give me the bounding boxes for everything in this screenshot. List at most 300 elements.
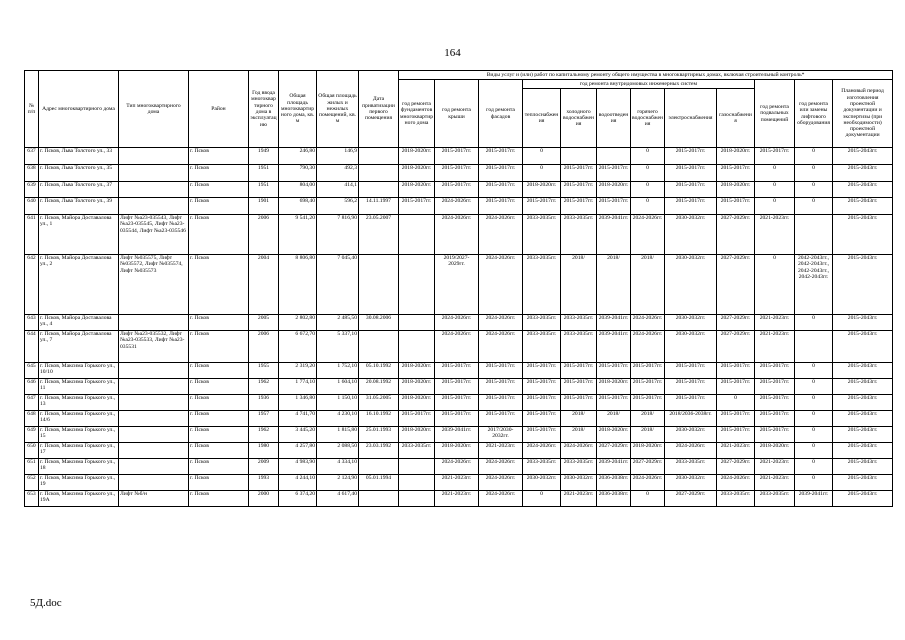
row-foundation <box>399 491 435 507</box>
row-type: Лифт №б/н <box>119 491 189 507</box>
row-year: 2000 <box>249 491 279 507</box>
row-living-area: 4 230,10 <box>317 411 359 427</box>
row-number: 637 <box>25 148 39 165</box>
row-privatization: 23.05.2007 <box>359 215 399 255</box>
header-roof: год ремонта крыши <box>435 80 479 148</box>
row-roof: 2019/2027-2029гг. <box>435 255 479 315</box>
row-cold-water: 2018/ <box>561 255 597 315</box>
header-type: Тип многоквартирного дома <box>119 71 189 148</box>
row-number: 639 <box>25 182 39 198</box>
row-gas: 2024-2026гг. <box>717 475 755 491</box>
row-district: г. Псков <box>189 363 249 379</box>
row-district: г. Псков <box>189 475 249 491</box>
header-year: Год ввода многоквартирного дома в эксплуатацию <box>249 71 279 148</box>
row-cold-water: 2024-2026гг. <box>561 443 597 459</box>
row-hot-water: 0 <box>631 165 665 182</box>
row-number: 649 <box>25 427 39 443</box>
row-hot-water: 2024-2026гг. <box>631 215 665 255</box>
row-address: г. Псков, Льва Толстого ул., 35 <box>39 165 119 182</box>
row-hot-water: 2018-2020гг. <box>631 443 665 459</box>
row-elevator: 0 <box>795 363 833 379</box>
row-cold-water <box>561 148 597 165</box>
row-number: 644 <box>25 331 39 363</box>
row-address: г. Псков, Максима Горького ул., 11 <box>39 379 119 395</box>
row-elevator: 0 <box>795 459 833 475</box>
row-facade: 2024-2026гг. <box>479 491 523 507</box>
row-number: 653 <box>25 491 39 507</box>
row-living-area: 1 150,10 <box>317 395 359 411</box>
row-type <box>119 148 189 165</box>
row-total-area: 8 806,80 <box>279 255 317 315</box>
row-address: г. Псков, Майора Доставалова ул., 4 <box>39 315 119 331</box>
row-basement: 2021-2023гг. <box>755 215 795 255</box>
row-planned: 2015-2043гг. <box>833 198 893 215</box>
row-heat: 2033-2035гг. <box>523 331 561 363</box>
header-num: № п/п <box>25 71 39 148</box>
row-total-area: 790,30 <box>279 165 317 182</box>
row-electric: 2030-2032гг. <box>665 331 717 363</box>
row-planned: 2015-2043гг. <box>833 165 893 182</box>
row-sewer: 2039-2041гг. <box>597 215 631 255</box>
row-facade: 2017/2030-2032гг. <box>479 427 523 443</box>
row-heat: 2033-2035гг. <box>523 315 561 331</box>
row-roof: 2024-2026гг. <box>435 198 479 215</box>
row-type <box>119 363 189 379</box>
row-total-area: 6 374,20 <box>279 491 317 507</box>
row-basement: 0 <box>755 182 795 198</box>
row-electric: 2015-2017гг. <box>665 182 717 198</box>
row-facade: 2024-2026гг. <box>479 215 523 255</box>
header-sewer: водоотведения <box>597 89 631 148</box>
row-year: 2004 <box>249 255 279 315</box>
row-living-area: 5 337,10 <box>317 331 359 363</box>
row-elevator: 0 <box>795 427 833 443</box>
row-privatization <box>359 182 399 198</box>
row-district: г. Псков <box>189 491 249 507</box>
header-networks: год ремонта внутридомовых инженерных систем <box>523 80 755 89</box>
row-address: г. Псков, Максима Горького ул., 14/6 <box>39 411 119 427</box>
footer-filename: 5Д.doc <box>30 597 62 609</box>
row-foundation: 2018-2020гг. <box>399 165 435 182</box>
row-planned: 2015-2043гг. <box>833 255 893 315</box>
row-number: 642 <box>25 255 39 315</box>
row-district: г. Псков <box>189 379 249 395</box>
row-planned: 2015-2043гг. <box>833 379 893 395</box>
row-sewer: 2018-2020гг. <box>597 427 631 443</box>
row-foundation: 2018-2020гг. <box>399 182 435 198</box>
row-district: г. Псков <box>189 331 249 363</box>
row-elevator: 0 <box>795 315 833 331</box>
header-group: Виды услуг и (или) работ по капитальному ремонту общего имущества в многоквартирных домах, включая строительный контроль* <box>399 71 893 80</box>
row-hot-water: 0 <box>631 148 665 165</box>
row-total-area: 698,40 <box>279 198 317 215</box>
row-living-area: 146,9 <box>317 148 359 165</box>
row-type <box>119 315 189 331</box>
row-heat: 0 <box>523 165 561 182</box>
row-roof: 2021-2023гг. <box>435 491 479 507</box>
table-row <box>25 255 893 315</box>
row-planned: 2015-2043гг. <box>833 215 893 255</box>
row-roof: 2021-2023гг. <box>435 475 479 491</box>
row-foundation <box>399 255 435 315</box>
row-type: Лифт №035575, Лифт №035572, Лифт №035574, Лифт №035573 <box>119 255 189 315</box>
row-planned: 2015-2043гг. <box>833 148 893 165</box>
row-living-area: 7 045,40 <box>317 255 359 315</box>
row-address: г. Псков, Максима Горького ул., 18 <box>39 459 119 475</box>
row-elevator: 0 <box>795 411 833 427</box>
row-cold-water: 2021-2023гг. <box>561 491 597 507</box>
row-address: г. Псков, Максима Горького ул., 19 <box>39 475 119 491</box>
header-cold-water: холодного водоснабжения <box>561 89 597 148</box>
row-number: 651 <box>25 459 39 475</box>
row-privatization <box>359 148 399 165</box>
row-facade: 2024-2026гг. <box>479 255 523 315</box>
row-basement: 2015-2017гг. <box>755 411 795 427</box>
header-basement: год ремонта подвальных помещений <box>755 80 795 148</box>
row-living-area: 7 816,90 <box>317 215 359 255</box>
row-district: г. Псков <box>189 198 249 215</box>
row-planned: 2015-2043гг. <box>833 443 893 459</box>
row-sewer: 2018/ <box>597 255 631 315</box>
row-address: г. Псков, Майора Доставалова ул., 1 <box>39 215 119 255</box>
table-row <box>25 395 893 411</box>
row-sewer: 2018/ <box>597 411 631 427</box>
row-elevator: 0 <box>795 443 833 459</box>
row-total-area: 4 741,70 <box>279 411 317 427</box>
row-district: г. Псков <box>189 443 249 459</box>
row-electric: 2030-2032гг. <box>665 215 717 255</box>
row-number: 652 <box>25 475 39 491</box>
row-privatization: 16.10.1992 <box>359 411 399 427</box>
row-district: г. Псков <box>189 215 249 255</box>
row-elevator: 2039-2041гг. <box>795 491 833 507</box>
row-roof: 2015-2017гг. <box>435 363 479 379</box>
row-heat: 2018-2020гг. <box>523 182 561 198</box>
row-electric: 2015-2017гг. <box>665 148 717 165</box>
row-address: г. Псков, Максима Горького ул., 19А <box>39 491 119 507</box>
table-row <box>25 315 893 331</box>
row-sewer: 2036-2038гг. <box>597 475 631 491</box>
row-living-area: 4 334,10 <box>317 459 359 475</box>
row-facade: 2015-2017гг. <box>479 165 523 182</box>
row-elevator: 0 <box>795 379 833 395</box>
row-year: 1962 <box>249 379 279 395</box>
row-address: г. Псков, Льва Толстого ул., 39 <box>39 198 119 215</box>
row-elevator: 0 <box>795 165 833 182</box>
row-sewer: 2018-2020гг. <box>597 182 631 198</box>
row-total-area: 1 774,10 <box>279 379 317 395</box>
row-hot-water: 0 <box>631 198 665 215</box>
row-basement: 2021-2023гг. <box>755 331 795 363</box>
row-living-area: 1 752,10 <box>317 363 359 379</box>
row-year: 1980 <box>249 443 279 459</box>
row-facade: 2015-2017гг. <box>479 363 523 379</box>
table-row <box>25 148 893 165</box>
row-hot-water: 0 <box>631 182 665 198</box>
row-cold-water: 2033-2035гг. <box>561 315 597 331</box>
row-sewer: 2039-2041гг. <box>597 315 631 331</box>
row-electric: 2033-2035гг. <box>665 459 717 475</box>
row-gas: 2027-2029гг. <box>717 459 755 475</box>
row-basement: 2033-2035гг. <box>755 491 795 507</box>
row-year: 1936 <box>249 395 279 411</box>
row-type <box>119 198 189 215</box>
row-total-area: 804,00 <box>279 182 317 198</box>
row-living-area: 492,3 <box>317 165 359 182</box>
row-total-area: 2 802,80 <box>279 315 317 331</box>
row-heat: 2015-2017гг. <box>523 363 561 379</box>
header-privatization: Дата приватизации первого помещения <box>359 71 399 148</box>
row-sewer: 2015-2017гг. <box>597 395 631 411</box>
row-heat: 2015-2017гг. <box>523 395 561 411</box>
row-living-area: 1 604,10 <box>317 379 359 395</box>
row-number: 641 <box>25 215 39 255</box>
page-number: 164 <box>444 47 461 59</box>
row-facade: 2015-2017гг. <box>479 411 523 427</box>
row-basement: 0 <box>755 198 795 215</box>
row-planned: 2015-2043гг. <box>833 363 893 379</box>
table-row <box>25 427 893 443</box>
row-foundation: 2018-2020гг. <box>399 395 435 411</box>
row-roof: 2015-2017гг. <box>435 395 479 411</box>
row-district: г. Псков <box>189 182 249 198</box>
row-number: 648 <box>25 411 39 427</box>
row-gas: 2015-2017гг. <box>717 427 755 443</box>
row-foundation <box>399 331 435 363</box>
row-gas: 0 <box>717 395 755 411</box>
row-gas: 2018-2020гг. <box>717 148 755 165</box>
row-hot-water: 0 <box>631 491 665 507</box>
row-planned: 2015-2043гг. <box>833 182 893 198</box>
row-year: 1951 <box>249 165 279 182</box>
row-basement: 2021-2023гг. <box>755 459 795 475</box>
row-foundation: 2015-2017гг. <box>399 411 435 427</box>
row-facade: 2024-2026гг. <box>479 315 523 331</box>
row-cold-water: 2030-2032гг. <box>561 475 597 491</box>
table-row <box>25 459 893 475</box>
row-elevator <box>795 215 833 255</box>
row-total-area: 3 445,20 <box>279 427 317 443</box>
row-facade: 2015-2017гг. <box>479 198 523 215</box>
table-row <box>25 331 893 363</box>
row-gas: 2015-2017гг. <box>717 198 755 215</box>
capital-repair-table <box>24 70 893 507</box>
row-privatization <box>359 255 399 315</box>
row-cold-water: 2033-2035гг. <box>561 459 597 475</box>
row-number: 643 <box>25 315 39 331</box>
row-roof: 2039-2041гг. <box>435 427 479 443</box>
row-district: г. Псков <box>189 148 249 165</box>
table-row <box>25 363 893 379</box>
row-basement: 0 <box>755 165 795 182</box>
row-facade: 2024-2026гг. <box>479 459 523 475</box>
row-year: 2009 <box>249 459 279 475</box>
row-foundation: 2018-2020гг. <box>399 379 435 395</box>
row-hot-water: 2015-2017гг. <box>631 379 665 395</box>
header-hot-water: горячего водоснабжения <box>631 89 665 148</box>
row-planned: 2015-2043гг. <box>833 395 893 411</box>
header-elevator: год ремонта или замены лифтового оборудования <box>795 80 833 148</box>
row-cold-water: 2033-2035гг. <box>561 215 597 255</box>
row-privatization: 31.05.2005 <box>359 395 399 411</box>
row-total-area: 4 244,10 <box>279 475 317 491</box>
row-cold-water: 2015-2017гг. <box>561 198 597 215</box>
row-gas: 2015-2017гг. <box>717 165 755 182</box>
row-roof: 2024-2026гг. <box>435 315 479 331</box>
row-type: Лифт №a23-035532, Лифт №a23-035533, Лифт №a23-035531 <box>119 331 189 363</box>
header-address: Адрес многоквартирного дома <box>39 71 119 148</box>
row-number: 638 <box>25 165 39 182</box>
row-type <box>119 395 189 411</box>
row-facade: 2015-2017гг. <box>479 148 523 165</box>
row-living-area: 4 617,40 <box>317 491 359 507</box>
row-basement: 2018-2020гг. <box>755 443 795 459</box>
row-heat: 2015-2017гг. <box>523 427 561 443</box>
row-total-area: 2 319,20 <box>279 363 317 379</box>
row-cold-water: 2015-2017гг. <box>561 165 597 182</box>
row-year: 1962 <box>249 427 279 443</box>
row-basement: 2015-2017гг. <box>755 395 795 411</box>
row-electric: 2015-2017гг. <box>665 395 717 411</box>
row-electric: 2015-2017гг. <box>665 198 717 215</box>
row-heat: 2015-2017гг. <box>523 411 561 427</box>
row-elevator: 0 <box>795 475 833 491</box>
row-foundation: 2033-2035гг. <box>399 443 435 459</box>
row-year: 1957 <box>249 411 279 427</box>
row-foundation <box>399 459 435 475</box>
row-address: г. Псков, Майора Доставалова ул., 7 <box>39 331 119 363</box>
row-cold-water: 2015-2017гг. <box>561 379 597 395</box>
row-roof: 2024-2026гг. <box>435 459 479 475</box>
row-year: 2006 <box>249 331 279 363</box>
table-row <box>25 411 893 427</box>
row-roof: 2015-2017гг. <box>435 379 479 395</box>
row-gas: 2027-2029гг. <box>717 215 755 255</box>
row-type <box>119 411 189 427</box>
row-living-area: 2 485,50 <box>317 315 359 331</box>
row-heat: 0 <box>523 491 561 507</box>
row-heat: 0 <box>523 148 561 165</box>
row-privatization: 30.08.2006 <box>359 315 399 331</box>
row-address: г. Псков, Максима Горького ул., 10/10 <box>39 363 119 379</box>
row-cold-water: 2015-2017гг. <box>561 395 597 411</box>
row-year: 2006 <box>249 215 279 255</box>
row-electric: 2030-2032гг. <box>665 315 717 331</box>
row-type <box>119 475 189 491</box>
table-row <box>25 215 893 255</box>
row-heat: 2033-2035гг. <box>523 459 561 475</box>
row-planned: 2015-2043гг. <box>833 331 893 363</box>
row-hot-water: 2018/ <box>631 411 665 427</box>
row-total-area: 9 541,20 <box>279 215 317 255</box>
row-electric: 2015-2017гг. <box>665 165 717 182</box>
row-hot-water: 2027-2029гг. <box>631 459 665 475</box>
row-address: г. Псков, Льва Толстого ул., 37 <box>39 182 119 198</box>
row-electric: 2030-2032гг. <box>665 255 717 315</box>
row-cold-water: 2015-2017гг. <box>561 182 597 198</box>
row-number: 647 <box>25 395 39 411</box>
row-basement: 2015-2017гг. <box>755 427 795 443</box>
table-row <box>25 198 893 215</box>
row-gas: 2015-2017гг. <box>717 411 755 427</box>
row-sewer: 2027-2029гг. <box>597 443 631 459</box>
row-type <box>119 182 189 198</box>
row-foundation <box>399 215 435 255</box>
row-foundation <box>399 315 435 331</box>
row-type <box>119 379 189 395</box>
row-privatization: 14.11.1997 <box>359 198 399 215</box>
row-planned: 2015-2043гг. <box>833 427 893 443</box>
row-cold-water: 2018/ <box>561 411 597 427</box>
row-basement: 2015-2017гг. <box>755 148 795 165</box>
row-hot-water: 2015-2017гг. <box>631 395 665 411</box>
row-gas: 2027-2029гг. <box>717 255 755 315</box>
row-heat: 2015-2017гг. <box>523 198 561 215</box>
row-electric: 2030-2032гг. <box>665 427 717 443</box>
row-gas: 2027-2029гг. <box>717 331 755 363</box>
row-planned: 2015-2043гг. <box>833 315 893 331</box>
row-facade: 2021-2023гг. <box>479 443 523 459</box>
table-row <box>25 165 893 182</box>
row-electric: 2015-2017гг. <box>665 379 717 395</box>
row-privatization <box>359 165 399 182</box>
row-address: г. Псков, Максима Горького ул., 13 <box>39 395 119 411</box>
row-roof: 2024-2026гг. <box>435 215 479 255</box>
row-year: 1993 <box>249 475 279 491</box>
row-heat: 2024-2026гг. <box>523 443 561 459</box>
row-privatization <box>359 491 399 507</box>
row-living-area: 414,1 <box>317 182 359 198</box>
row-planned: 2015-2043гг. <box>833 459 893 475</box>
row-cold-water: 2018/ <box>561 427 597 443</box>
row-facade: 2015-2017гг. <box>479 379 523 395</box>
row-type <box>119 459 189 475</box>
row-gas: 2015-2017гг. <box>717 379 755 395</box>
row-address: г. Псков, Максима Горького ул., 17 <box>39 443 119 459</box>
row-sewer <box>597 148 631 165</box>
header-living-area: Общая площадь жилых и нежилых помещений, кв. м <box>317 71 359 148</box>
row-privatization: 05.10.1992 <box>359 363 399 379</box>
table-row <box>25 379 893 395</box>
header-foundation: год ремонта фундаментов многоквартирного дома <box>399 80 435 148</box>
row-year: 1955 <box>249 363 279 379</box>
row-privatization: 05.01.1994 <box>359 475 399 491</box>
row-roof: 2015-2017гг. <box>435 165 479 182</box>
row-roof: 2015-2017гг. <box>435 148 479 165</box>
row-facade: 2015-2017гг. <box>479 182 523 198</box>
row-privatization <box>359 459 399 475</box>
header-total-area: Общая площадь многоквартирного дома, кв. м <box>279 71 317 148</box>
row-sewer: 2036-2038гг. <box>597 491 631 507</box>
row-elevator <box>795 331 833 363</box>
row-heat: 2015-2017гг. <box>523 379 561 395</box>
row-hot-water: 2024-2026гг. <box>631 475 665 491</box>
row-total-area: 4 983,90 <box>279 459 317 475</box>
row-elevator: 0 <box>795 198 833 215</box>
row-roof: 2015-2017гг. <box>435 411 479 427</box>
row-foundation: 2018-2020гг. <box>399 148 435 165</box>
row-planned: 2015-2043гг. <box>833 411 893 427</box>
row-sewer: 2015-2017гг. <box>597 198 631 215</box>
row-total-area: 6 672,70 <box>279 331 317 363</box>
row-cold-water: 2015-2017гг. <box>561 363 597 379</box>
row-district: г. Псков <box>189 411 249 427</box>
row-total-area: 246,80 <box>279 148 317 165</box>
row-living-area: 2 088,50 <box>317 443 359 459</box>
row-hot-water: 2015-2017гг. <box>631 363 665 379</box>
row-district: г. Псков <box>189 427 249 443</box>
row-elevator: 0 <box>795 395 833 411</box>
